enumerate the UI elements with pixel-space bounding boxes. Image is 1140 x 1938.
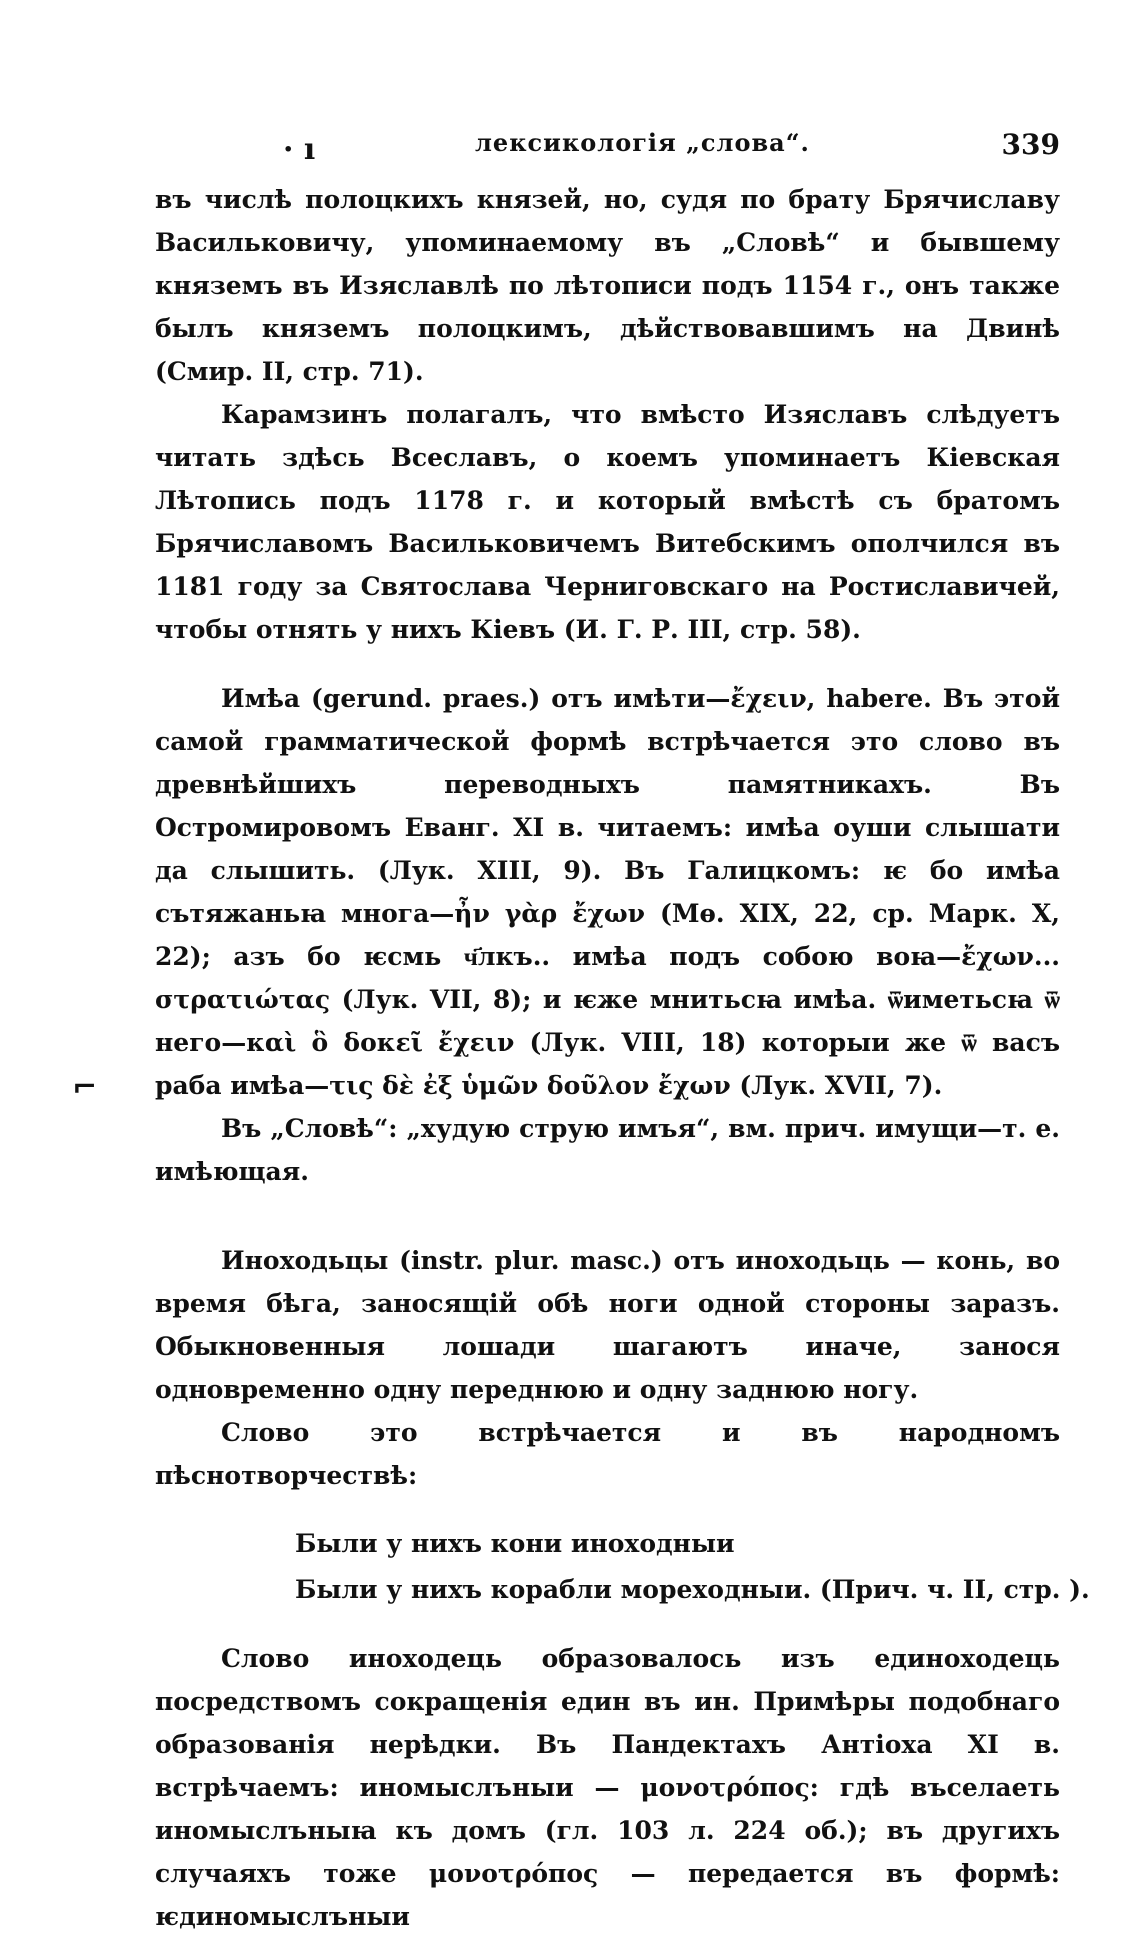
entry-imea: Имѣа (gerund. praes.) отъ имѣти—ἔχειν, habere. Въ этой самой грамматической формѣ встрѣчается это слово въ древнѣйшихъ переводныхъ памятникахъ. Въ Остромировомъ Еванг. XI в. читаемъ: имѣа оуши слышати да слышить. (Лук. XIII, 9). Въ Галицкомъ: ѥ бо имѣа сътяжаньꙗ многа—ἦν γὰρ ἔχων (Мѳ. XIX, 22, ср. Марк. X, 22); азъ бо ѥсмь ч҃лкъ.. имѣа подъ собою воꙗ—ἔχων... στρατιώτας (Лук. VII, 8); и ѥже мнитьсꙗ имѣа. ѿиметьсꙗ ѿ него—καὶ ὃ δοκεῖ ἔχειν (Лук. VIII, 18) которыи же ѿ васъ раба имѣа—τις δὲ ἐξ ὑμῶν δοῦλον ἔχων (Лук. XVII, 7). (155, 684, 1060, 1100)
running-title: лексикологія „слова“. (475, 128, 810, 157)
verse-quote (295, 1521, 1090, 1613)
verse-line: Были у нихъ корабли мореходныи. (Прич. ч. II, стр. ). (295, 1575, 1090, 1604)
entry-inokhodtsy: Иноходьцы (instr. plur. masc.) отъ иноходьць — конь, во время бѣга, заносящій обѣ ноги одной стороны заразъ. Обыкновенныя лошади шагаютъ иначе, занося одновременно одну переднюю и одну заднюю ногу. (155, 1246, 1060, 1404)
page-number: 339 (1001, 128, 1060, 161)
paragraph-slovo-imea: Въ „Словѣ“: „худую струю имъя“, вм. прич. имущи—т. е. имѣющая. (155, 1114, 1060, 1186)
page-body (155, 178, 1090, 1938)
paragraph-continued: въ числѣ полоцкихъ князей, но, судя по брату Брячиславу Васильковичу, упоминаемому въ „Словѣ“ и бывшему княземъ въ Изяславлѣ по лѣтописи подъ 1154 г., онъ также былъ княземъ полоцкимъ, дѣйствовавшимъ на Двинѣ (Смир. II, стр. 71). (155, 185, 1060, 386)
running-header (155, 128, 1060, 168)
paragraph-folk-poetry: Слово это встрѣчается и въ народномъ пѣснотворчествѣ: (155, 1418, 1060, 1490)
margin-mark: ⌐ (72, 1070, 98, 1105)
verse-line: Были у нихъ кони иноходныи (295, 1529, 735, 1558)
paragraph-karamzin: Карамзинъ полагалъ, что вмѣсто Изяславъ слѣдуетъ читать здѣсь Всеславъ, о коемъ упоминаетъ Кіевская Лѣтопись подъ 1178 г. и который вмѣстѣ съ братомъ Брячиславомъ Васильковичемъ Витебскимъ ополчился въ 1181 году за Святослава Черниговскаго на Ростиславичей, чтобы отнять у нихъ Кіевъ (И. Г. Р. III, стр. 58). (155, 400, 1060, 644)
header-mark: · ı (283, 132, 316, 167)
paragraph-word-formation: Слово иноходець образовалось изъ единоходець посредствомъ сокращенія един въ ин. Примѣры подобнаго образованія нерѣдки. Въ Пандектахъ Антіоха XI в. встрѣчаемъ: иномыслъныи — μονοτρόπος: гдѣ въселаеть иномыслъныꙗ къ домъ (гл. 103 л. 224 об.); въ другихъ случаяхъ тоже μονοτρόπος — передается въ формѣ: ѥдиномыслъныи (155, 1644, 1060, 1931)
